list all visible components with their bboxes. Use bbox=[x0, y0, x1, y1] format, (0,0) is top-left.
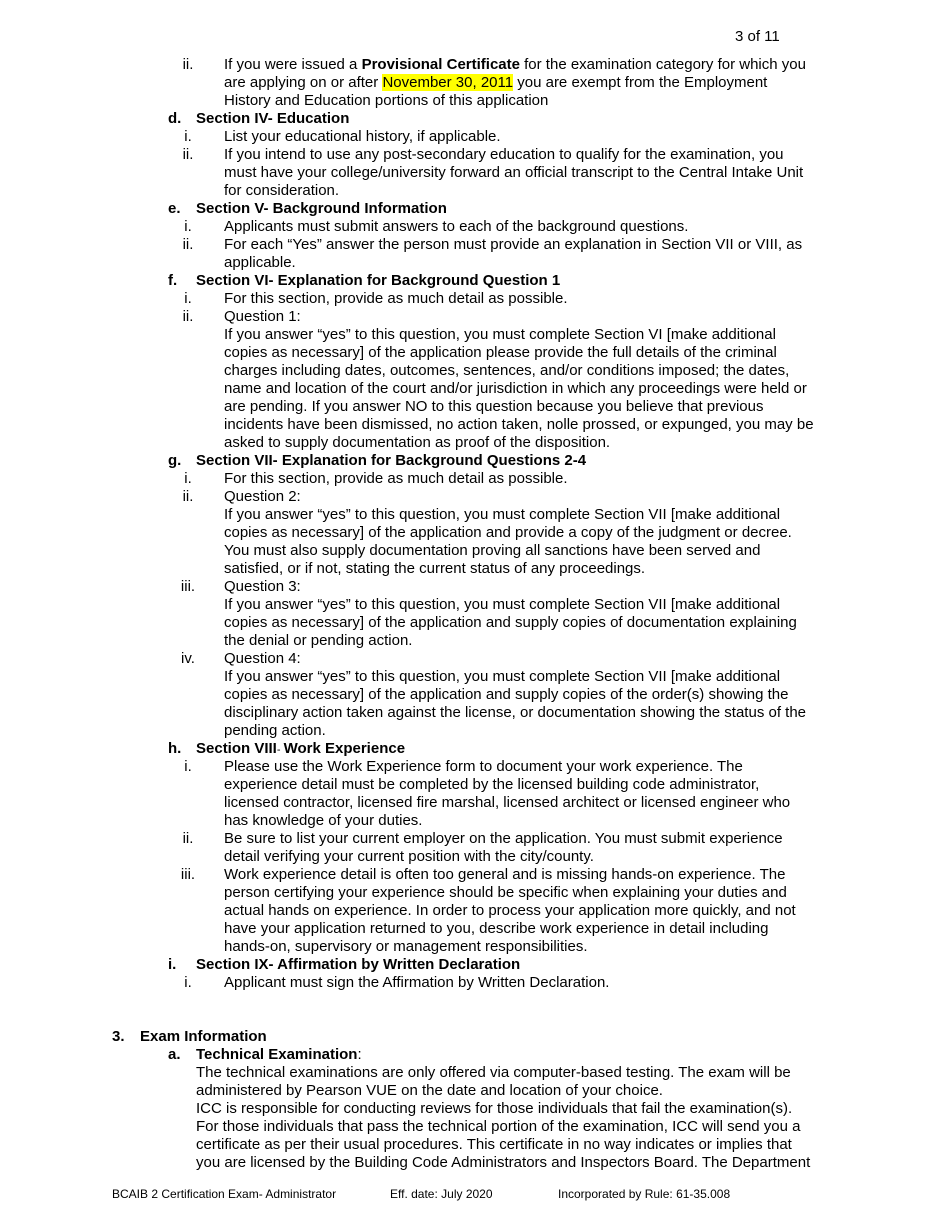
item-text: actual hands on experience. In order to process your application more quickly, and not bbox=[224, 902, 796, 919]
section-heading-i: i. Section IX- Affirmation by Written Declaration bbox=[168, 956, 521, 973]
section-title: Section IX- Affirmation by Written Declaration bbox=[196, 956, 521, 973]
item-text: If you answer “yes” to this question, you must complete Section VII [make additional bbox=[224, 668, 781, 685]
list-item: ii. If you intend to use any post-secondary education to qualify for the examination, you bbox=[182, 146, 784, 163]
document-body bbox=[0, 56, 950, 1172]
item-text: If you answer “yes” to this question, you must complete Section VI [make additional bbox=[224, 326, 776, 343]
item-text: If you were issued a Provisional Certificate for the examination category for which you bbox=[224, 56, 806, 73]
subsection-heading: a. Technical Examination: bbox=[168, 1046, 362, 1063]
item-text: are applying on or after November 30, 2011 you are exempt from the Employment bbox=[224, 74, 768, 91]
item-text: has knowledge of your duties. bbox=[224, 812, 423, 829]
item-text: licensed contractor, licensed fire marshal, licensed architect or licensed engineer who bbox=[224, 794, 791, 811]
list-item: i. Applicants must submit answers to each of the background questions. bbox=[184, 218, 689, 235]
paragraph-line: administered by Pearson VUE on the date and location of your choice. bbox=[196, 1082, 663, 1099]
item-text: are pending. If you answer NO to this question because you believe that previous bbox=[224, 398, 764, 415]
item-text: applicable. bbox=[224, 254, 296, 271]
item-text: charges including dates, outcomes, sentences, and/or conditions imposed; the dates, bbox=[224, 362, 790, 379]
item-text: If you answer “yes” to this question, you must complete Section VII [make additional bbox=[224, 596, 781, 613]
list-item bbox=[0, 56, 950, 74]
list-item: ii. For each “Yes” answer the person must provide an explanation in Section VII or VIII, as bbox=[182, 236, 803, 253]
section-title: Section V- Background Information bbox=[196, 200, 447, 217]
item-text: copies as necessary] of the application please provide the full details of the criminal bbox=[224, 344, 777, 361]
footer-rule: Incorporated by Rule: 61-35.008 bbox=[558, 1187, 731, 1201]
item-text: You must also supply documentation proving all sanctions have been served and bbox=[224, 542, 761, 559]
item-text: copies as necessary] of the application and provide a copy of the judgment or decree. bbox=[224, 524, 792, 541]
subsection-title: Technical Examination: bbox=[196, 1046, 362, 1063]
section-heading-d: d. Section IV- Education bbox=[168, 110, 350, 127]
item-text: asked to supply documentation as proof of the disposition. bbox=[224, 434, 611, 451]
item-text: experience detail must be completed by the licensed building code administrator, bbox=[224, 776, 760, 793]
footer-doc-title: BCAIB 2 Certification Exam- Administrator bbox=[112, 1187, 337, 1201]
item-text: If you answer “yes” to this question, you must complete Section VII [make additional bbox=[224, 506, 781, 523]
item-text: the denial or pending action. bbox=[224, 632, 413, 649]
list-item: iv. Question 4: bbox=[181, 650, 301, 667]
list-item: i. List your educational history, if applicable. bbox=[184, 128, 501, 145]
item-label: ii. bbox=[182, 56, 194, 73]
paragraph-line: For those individuals that pass the technical portion of the examination, ICC will send you a bbox=[196, 1118, 801, 1135]
item-text: hands-on, supervisory or management responsibilities. bbox=[224, 938, 588, 955]
spacer bbox=[0, 992, 950, 1010]
item-text: incidents have been dismissed, no action taken, nolle prossed, or expunged, you may be bbox=[224, 416, 814, 433]
item-text: satisfied, or if not, stating the current status of any proceedings. bbox=[224, 560, 646, 577]
list-item: i. For this section, provide as much detail as possible. bbox=[184, 470, 568, 487]
spacer bbox=[0, 1010, 950, 1028]
section-heading-f: f. Section VI- Explanation for Background Question 1 bbox=[168, 272, 561, 289]
section-title: Section VII- Explanation for Background Questions 2-4 bbox=[196, 452, 587, 469]
footer-eff-date: Eff. date: July 2020 bbox=[390, 1187, 493, 1201]
section-heading-h: h. Section VIII- Work Experience bbox=[168, 740, 406, 757]
list-item: i. For this section, provide as much detail as possible. bbox=[184, 290, 568, 307]
page-number: 3 of 11 bbox=[735, 28, 780, 45]
section-heading-exam: 3. Exam Information bbox=[112, 1028, 267, 1045]
section-title: Section IV- Education bbox=[196, 110, 350, 127]
item-text: disciplinary action taken against the license, or documentation showing the status of the bbox=[224, 704, 807, 721]
list-item: iii. Work experience detail is often too general and is missing hands-on experience. The bbox=[180, 866, 786, 883]
item-text: for consideration. bbox=[224, 182, 340, 199]
list-item: i. Please use the Work Experience form to document your work experience. The bbox=[184, 758, 743, 775]
section-heading-g: g. Section VII- Explanation for Background Questions 2-4 bbox=[168, 452, 587, 469]
item-text: detail verifying your current position with the city/county. bbox=[224, 848, 594, 865]
list-item: ii. Question 2: bbox=[182, 488, 301, 505]
item-text: person certifying your experience should be specific when explaining your duties and bbox=[224, 884, 787, 901]
paragraph-line: The technical examinations are only offered via computer-based testing. The exam will be bbox=[196, 1064, 791, 1081]
section-title: Section VIII- Work Experience bbox=[196, 740, 406, 757]
list-item: i. Applicant must sign the Affirmation by Written Declaration. bbox=[184, 974, 610, 991]
paragraph-line: ICC is responsible for conducting reviews for those individuals that fail the examination(s). bbox=[196, 1100, 793, 1117]
item-text: copies as necessary] of the application and supply copies of documentation explaining bbox=[224, 614, 797, 631]
item-text: must have your college/university forward an official transcript to the Central Intake Unit bbox=[224, 164, 804, 181]
section-title: Section VI- Explanation for Background Question 1 bbox=[196, 272, 561, 289]
provisional-certificate-term: Provisional Certificate bbox=[361, 56, 520, 73]
list-item: ii. Be sure to list your current employer on the application. You must submit experience bbox=[182, 830, 783, 847]
item-text: have your application returned to you, describe work experience in detail including bbox=[224, 920, 769, 937]
item-text: name and location of the court and/or jurisdiction in which any proceedings were held or bbox=[224, 380, 807, 397]
item-text: copies as necessary] of the application and supply copies of the order(s) showing the bbox=[224, 686, 789, 703]
list-item: iii. Question 3: bbox=[180, 578, 301, 595]
section-title: Exam Information bbox=[140, 1028, 267, 1045]
item-text: History and Education portions of this application bbox=[224, 92, 549, 109]
paragraph-line: you are licensed by the Building Code Administrators and Inspectors Board. The Department bbox=[196, 1154, 811, 1171]
paragraph-line: certificate as per their usual procedures. This certificate in no way indicates or implies that bbox=[196, 1136, 792, 1153]
item-text: pending action. bbox=[224, 722, 326, 739]
highlighted-date: November 30, 2011 bbox=[382, 74, 514, 91]
list-item: ii. Question 1: bbox=[182, 308, 301, 325]
section-heading-e: e. Section V- Background Information bbox=[168, 200, 447, 217]
